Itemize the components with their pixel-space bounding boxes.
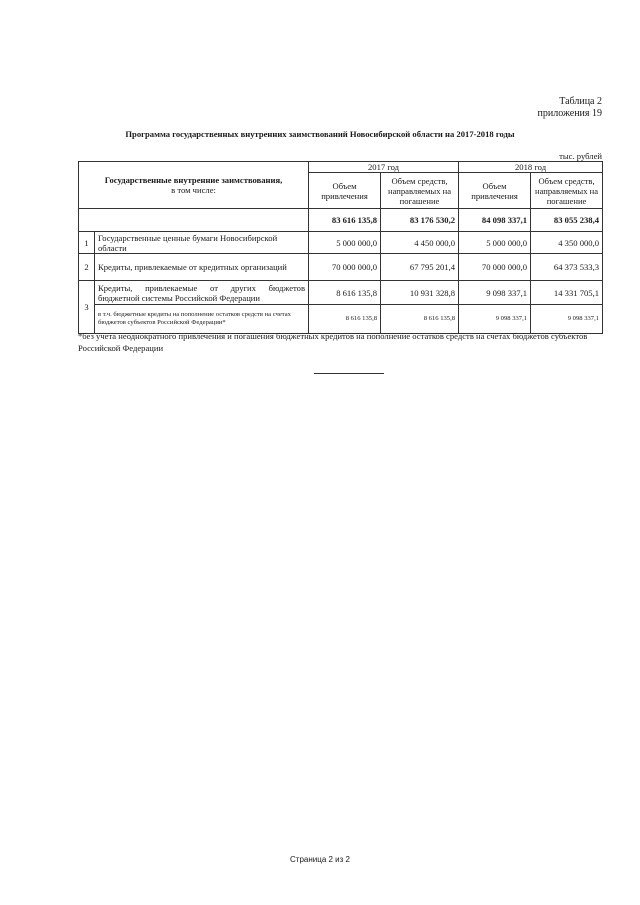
divider-line xyxy=(314,373,384,374)
row-value: 67 795 201,4 xyxy=(381,254,459,281)
units-label: тыс. рублей xyxy=(559,151,602,161)
row-number: 1 xyxy=(79,232,95,254)
row-value: 8 616 135,8 xyxy=(309,281,381,305)
col-attract-2017: Объем привлечения xyxy=(309,173,381,209)
row-value: 10 931 328,8 xyxy=(381,281,459,305)
row-number: 2 xyxy=(79,254,95,281)
total-value: 83 176 530,2 xyxy=(381,209,459,232)
page-title: Программа государственных внутренних заимствований Новосибирской области на 2017-2018 годы xyxy=(125,129,515,139)
row-header-cell xyxy=(79,162,309,209)
year-2018-header: 2018 год xyxy=(459,162,603,173)
table-row xyxy=(79,281,603,305)
subrow-value: 9 098 337,1 xyxy=(531,305,603,334)
row-name: Государственные ценные бумаги Новосибирской области xyxy=(95,232,309,254)
row-value: 4 450 000,0 xyxy=(381,232,459,254)
row-number: 3 xyxy=(79,281,95,334)
col-repay-2018: Объем средств, направляемых на погашение xyxy=(531,173,603,209)
footnote: *без учета неоднократного привлечения и погашения бюджетных кредитов на пополнение остатков средств на счетах бюджетов субъектов Российской Федерации xyxy=(78,331,588,353)
totals-label-cell xyxy=(79,209,309,232)
subrow-value: 8 616 135,8 xyxy=(381,305,459,334)
subrow-value: 8 616 135,8 xyxy=(309,305,381,334)
borrowings-table xyxy=(78,161,603,334)
row-value: 5 000 000,0 xyxy=(459,232,531,254)
table-label: Таблица 2 xyxy=(559,96,602,107)
row-name: Кредиты, привлекаемые от других бюджетов бюджетной системы Российской Федерации xyxy=(95,281,309,305)
total-value: 83 616 135,8 xyxy=(309,209,381,232)
row-value: 14 331 705,1 xyxy=(531,281,603,305)
table-row xyxy=(79,254,603,281)
row-value: 5 000 000,0 xyxy=(309,232,381,254)
row-value: 64 373 533,3 xyxy=(531,254,603,281)
subrow-value: 9 098 337,1 xyxy=(459,305,531,334)
total-value: 83 055 238,4 xyxy=(531,209,603,232)
row-value: 70 000 000,0 xyxy=(459,254,531,281)
row-value: 4 350 000,0 xyxy=(531,232,603,254)
appendix-label: приложения 19 xyxy=(537,108,602,119)
col-repay-2017: Объем средств, направляемых на погашение xyxy=(381,173,459,209)
row-value: 9 098 337,1 xyxy=(459,281,531,305)
total-value: 84 098 337,1 xyxy=(459,209,531,232)
row-name: Кредиты, привлекаемые от кредитных организаций xyxy=(95,254,309,281)
table-row xyxy=(79,232,603,254)
row-header-sub: в том числе: xyxy=(171,185,216,195)
row-value: 70 000 000,0 xyxy=(309,254,381,281)
page-footer: Страница 2 из 2 xyxy=(290,855,350,864)
year-2017-header: 2017 год xyxy=(309,162,459,173)
row-header: Государственные внутренние заимствования, xyxy=(104,175,283,185)
col-attract-2018: Объем привлечения xyxy=(459,173,531,209)
subrow-name: в т.ч. бюджетные кредиты на пополнение остатков средств на счетах бюджетов субъектов Российской Федерации* xyxy=(95,305,309,334)
